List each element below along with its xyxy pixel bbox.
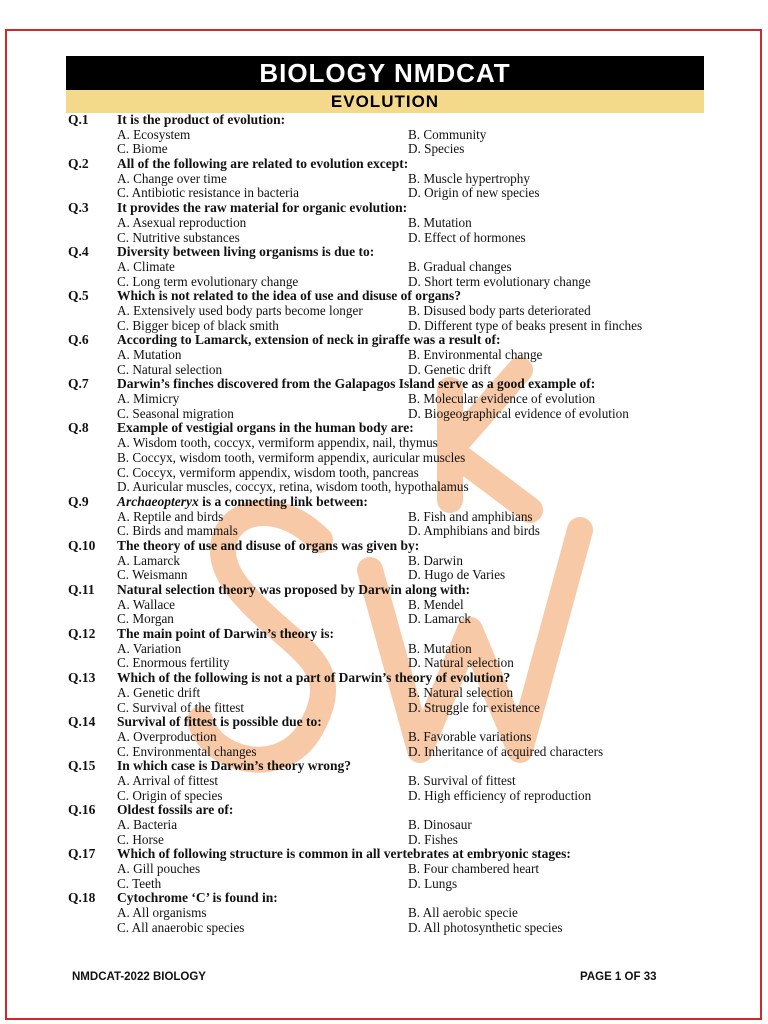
question-number: Q.4 xyxy=(68,244,89,260)
question-item xyxy=(68,891,708,935)
option-row xyxy=(68,554,708,569)
answer-option: B. Dinosaur xyxy=(408,817,472,832)
question-stem xyxy=(68,715,708,730)
question-stem xyxy=(68,377,708,392)
question-text-rest: is a connecting link between: xyxy=(198,493,368,509)
answer-option: A. All organisms xyxy=(117,905,207,921)
question-stem xyxy=(68,495,708,510)
answer-option: C. Horse xyxy=(117,831,164,847)
answer-option: D. Amphibians and birds xyxy=(408,523,540,539)
question-number: Q.16 xyxy=(68,802,96,818)
question-item xyxy=(68,201,708,245)
answer-option: B. Survival of fittest xyxy=(408,772,516,788)
answer-option: D. Effect of hormones xyxy=(408,229,526,245)
answer-option: D. Lamarck xyxy=(408,611,471,627)
question-number: Q.1 xyxy=(68,112,89,127)
question-text: It provides the raw material for organic evolution: xyxy=(117,200,408,216)
question-item xyxy=(68,245,708,289)
answer-option: B. Fish and amphibians xyxy=(408,508,533,524)
answer-option: C. Teeth xyxy=(117,875,162,891)
answer-option: B. Gradual changes xyxy=(408,258,512,274)
question-item xyxy=(68,583,708,627)
option-row xyxy=(68,466,708,481)
answer-option: A. Reptile and birds xyxy=(117,508,224,524)
answer-option: A. Wallace xyxy=(117,596,176,612)
question-text: Oldest fossils are of: xyxy=(117,802,234,818)
answer-option: C. Long term evolutionary change xyxy=(117,273,299,289)
question-number: Q.13 xyxy=(68,670,96,686)
answer-option: B. Mutation xyxy=(408,214,472,230)
answer-option: B. All aerobic specie xyxy=(408,905,518,921)
question-item xyxy=(68,421,708,494)
question-number: Q.3 xyxy=(68,200,89,216)
answer-option: B. Environmental change xyxy=(408,347,543,362)
answer-option: A. Arrival of fittest xyxy=(117,772,219,788)
answer-option: D. Lungs xyxy=(408,875,458,891)
question-item xyxy=(68,539,708,583)
answer-option: C. Morgan xyxy=(117,611,174,627)
question-stem xyxy=(68,157,708,172)
question-text: Darwin’s finches discovered from the Galapagos Island serve as a good example of: xyxy=(117,376,596,392)
option-row xyxy=(68,833,708,848)
question-item xyxy=(68,715,708,759)
option-row xyxy=(68,319,708,334)
answer-option: B. Disused body parts deteriorated xyxy=(408,302,591,318)
option-row xyxy=(68,172,708,187)
answer-option: A. Extensively used body parts become longer xyxy=(117,302,363,318)
answer-option: C. Origin of species xyxy=(117,787,223,803)
answer-option: A. Climate xyxy=(117,258,175,274)
question-item xyxy=(68,333,708,377)
option-row xyxy=(68,745,708,760)
option-row xyxy=(68,363,708,378)
question-text: All of the following are related to evolution except: xyxy=(117,156,409,172)
answer-option: C. Biome xyxy=(117,141,168,157)
question-stem xyxy=(68,847,708,862)
answer-option: D. All photosynthetic species xyxy=(408,919,563,935)
question-text: Survival of fittest is possible due to: xyxy=(117,714,322,730)
answer-option: D. Auricular muscles, coccyx, retina, wisdom tooth, hypothalamus xyxy=(117,479,469,495)
answer-option: B. Favorable variations xyxy=(408,728,532,744)
answer-option: C. Natural selection xyxy=(117,361,223,377)
option-row xyxy=(68,774,708,789)
question-item xyxy=(68,289,708,333)
question-stem xyxy=(68,201,708,216)
option-row xyxy=(68,392,708,407)
answer-option: C. Coccyx, vermiform appendix, wisdom tooth, pancreas xyxy=(117,464,419,480)
answer-option: B. Darwin xyxy=(408,552,463,568)
answer-option: C. Weismann xyxy=(117,567,188,583)
question-item xyxy=(68,671,708,715)
answer-option: A. Gill pouches xyxy=(117,861,201,877)
answer-option: D. Fishes xyxy=(408,831,458,847)
answer-option: A. Lamarck xyxy=(117,552,180,568)
answer-option: A. Change over time xyxy=(117,170,227,186)
answer-option: A. Mutation xyxy=(117,347,182,362)
question-text: Diversity between living organisms is due to: xyxy=(117,244,375,260)
question-item xyxy=(68,377,708,421)
answer-option: D. Short term evolutionary change xyxy=(408,273,591,289)
answer-option: A. Genetic drift xyxy=(117,684,201,700)
option-row xyxy=(68,906,708,921)
answer-option: C. Survival of the fittest xyxy=(117,699,245,715)
question-number: Q.17 xyxy=(68,846,96,862)
answer-option: C. Nutritive substances xyxy=(117,229,240,245)
answer-option: B. Natural selection xyxy=(408,684,514,700)
question-text xyxy=(117,495,368,510)
footer-course: NMDCAT-2022 BIOLOGY xyxy=(72,971,206,983)
answer-option: B. Coccyx, wisdom tooth, vermiform appendix, auricular muscles xyxy=(117,449,466,465)
question-item xyxy=(68,759,708,803)
question-text: The main point of Darwin’s theory is: xyxy=(117,626,335,642)
answer-option: A. Ecosystem xyxy=(117,126,191,142)
question-number: Q.12 xyxy=(68,626,96,642)
answer-option: C. Environmental changes xyxy=(117,743,257,759)
answer-option: B. Mutation xyxy=(408,640,472,656)
question-number: Q.7 xyxy=(68,376,89,392)
option-row xyxy=(68,656,708,671)
question-number: Q.6 xyxy=(68,332,89,348)
option-row xyxy=(68,480,708,495)
question-item xyxy=(68,803,708,847)
question-stem xyxy=(68,421,708,436)
option-row xyxy=(68,701,708,716)
answer-option: D. Species xyxy=(408,141,465,157)
question-stem xyxy=(68,759,708,774)
answer-option: C. Antibiotic resistance in bacteria xyxy=(117,185,300,201)
question-item xyxy=(68,847,708,891)
answer-option: D. Struggle for existence xyxy=(408,699,540,715)
answer-option: D. Origin of new species xyxy=(408,185,540,201)
question-item xyxy=(68,113,708,157)
question-item xyxy=(68,627,708,671)
option-row xyxy=(68,789,708,804)
question-stem xyxy=(68,333,708,348)
answer-option: A. Bacteria xyxy=(117,817,178,832)
answer-option: B. Molecular evidence of evolution xyxy=(408,391,596,407)
answer-option: A. Mimicry xyxy=(117,391,180,407)
footer-page-number: PAGE 1 OF 33 xyxy=(580,971,657,983)
question-item xyxy=(68,495,708,539)
option-row xyxy=(68,524,708,539)
question-text: According to Lamarck, extension of neck in giraffe was a result of: xyxy=(117,332,501,348)
question-number: Q.10 xyxy=(68,537,96,553)
question-stem xyxy=(68,671,708,686)
option-row xyxy=(68,818,708,833)
option-row xyxy=(68,921,708,936)
answer-option: C. Birds and mammals xyxy=(117,523,238,539)
question-number: Q.9 xyxy=(68,493,89,509)
answer-option: A. Wisdom tooth, coccyx, vermiform appendix, nail, thymus xyxy=(117,435,438,451)
question-stem xyxy=(68,113,708,128)
question-text: Which is not related to the idea of use and disuse of organs? xyxy=(117,288,462,304)
question-text: It is the product of evolution: xyxy=(117,112,286,127)
question-text: Natural selection theory was proposed by Darwin along with: xyxy=(117,582,471,597)
option-row xyxy=(68,642,708,657)
question-stem xyxy=(68,891,708,906)
option-row xyxy=(68,568,708,583)
chapter-title: EVOLUTION xyxy=(66,90,704,113)
answer-option: C. Enormous fertility xyxy=(117,655,230,671)
answer-option: B. Community xyxy=(408,126,487,142)
question-text: Example of vestigial organs in the human body are: xyxy=(117,420,414,436)
option-row xyxy=(68,128,708,143)
question-stem xyxy=(68,583,708,598)
option-row xyxy=(68,612,708,627)
answer-option: A. Overproduction xyxy=(117,728,217,744)
option-row xyxy=(68,186,708,201)
option-row xyxy=(68,348,708,363)
option-row xyxy=(68,686,708,701)
question-text: Which of the following is not a part of Darwin’s theory of evolution? xyxy=(117,670,511,686)
answer-option: B. Mendel xyxy=(408,596,464,612)
option-row xyxy=(68,730,708,745)
answer-option: D. Hugo de Varies xyxy=(408,567,506,583)
question-number: Q.8 xyxy=(68,420,89,436)
question-text: Which of following structure is common in all vertebrates at embryonic stages: xyxy=(117,846,571,862)
option-row xyxy=(68,304,708,319)
answer-option: C. All anaerobic species xyxy=(117,919,245,935)
option-row xyxy=(68,407,708,422)
option-row xyxy=(68,598,708,613)
question-text: The theory of use and disuse of organs was given by: xyxy=(117,537,420,553)
answer-option: B. Four chambered heart xyxy=(408,861,540,877)
answer-option: D. Genetic drift xyxy=(408,361,492,377)
question-list xyxy=(68,113,708,936)
answer-option: D. Natural selection xyxy=(408,655,514,671)
question-stem xyxy=(68,803,708,818)
answer-option: D. High efficiency of reproduction xyxy=(408,787,592,803)
option-row xyxy=(68,877,708,892)
question-item xyxy=(68,157,708,201)
answer-option: D. Different type of beaks present in finches xyxy=(408,317,643,333)
answer-option: D. Biogeographical evidence of evolution xyxy=(408,405,629,421)
question-text-italic: Archaeopteryx xyxy=(117,493,199,509)
question-stem xyxy=(68,245,708,260)
option-row xyxy=(68,216,708,231)
option-row xyxy=(68,862,708,877)
answer-option: A. Variation xyxy=(117,640,182,656)
option-row xyxy=(68,275,708,290)
answer-option: C. Seasonal migration xyxy=(117,405,234,421)
option-row xyxy=(68,436,708,451)
question-number: Q.15 xyxy=(68,758,96,774)
answer-option: B. Muscle hypertrophy xyxy=(408,170,530,186)
question-number: Q.14 xyxy=(68,714,96,730)
option-row xyxy=(68,231,708,246)
question-stem xyxy=(68,627,708,642)
question-number: Q.5 xyxy=(68,288,89,304)
question-stem xyxy=(68,539,708,554)
option-row xyxy=(68,451,708,466)
question-text: Cytochrome ‘C’ is found in: xyxy=(117,890,278,906)
option-row xyxy=(68,260,708,275)
answer-option: A. Asexual reproduction xyxy=(117,214,247,230)
option-row xyxy=(68,142,708,157)
answer-option: C. Bigger bicep of black smith xyxy=(117,317,279,333)
question-stem xyxy=(68,289,708,304)
question-text: In which case is Darwin’s theory wrong? xyxy=(117,758,352,774)
option-row xyxy=(68,510,708,525)
question-number: Q.11 xyxy=(68,582,95,597)
question-number: Q.18 xyxy=(68,890,96,906)
answer-option: D. Inheritance of acquired characters xyxy=(408,743,604,759)
page-title: BIOLOGY NMDCAT xyxy=(66,56,704,90)
question-number: Q.2 xyxy=(68,156,89,172)
